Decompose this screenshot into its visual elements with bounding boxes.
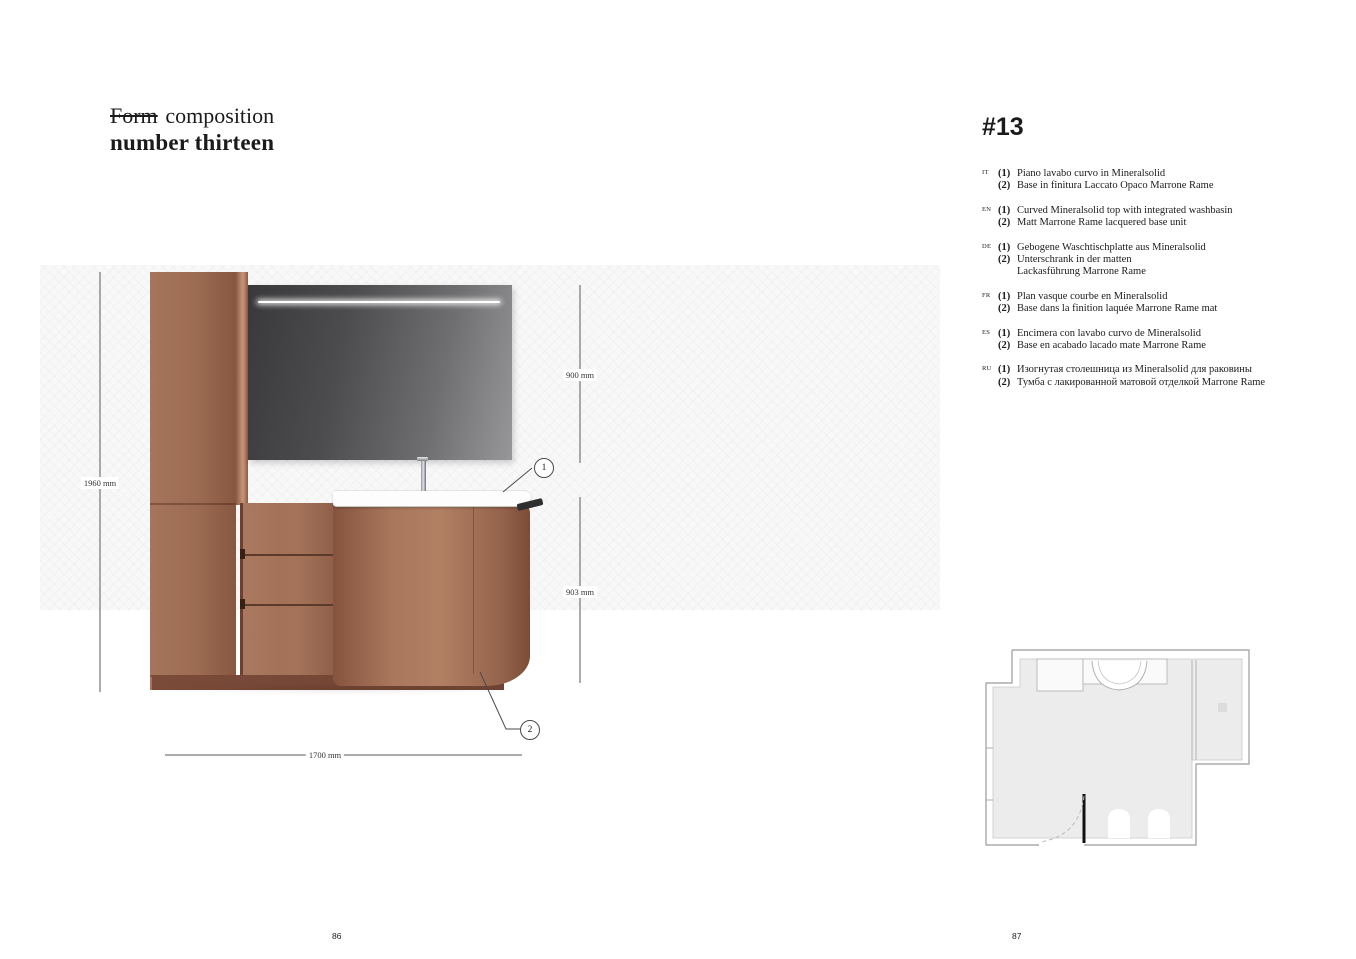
description-it: IT (1) Piano lavabo curvo in Mineralsolid (2) Base in finitura Laccato Opaco Marrone Rame: [982, 168, 1214, 192]
dim-base-height: 903 mm: [563, 586, 597, 598]
callout-1: 1: [534, 458, 554, 478]
description-en: EN (1) Curved Mineralsolid top with integrated washbasin (2) Matt Marrone Rame lacquered base unit: [982, 204, 1233, 229]
title-struck-word: Form: [110, 103, 158, 128]
dimension-lines: [40, 265, 940, 777]
page-number-right: 87: [1012, 931, 1022, 941]
dim-width-total: 1700 mm: [306, 749, 344, 761]
lang-code-ru: RU: [982, 365, 992, 373]
description-list: [982, 168, 1352, 401]
description-es: ES (1) Encimera con lavabo curvo de Mineralsolid (2) Base en acabado lacado mate Marrone Rame: [982, 327, 1206, 352]
lang-code-es: ES: [982, 328, 991, 336]
dim-mirror-height: 900 mm: [563, 369, 597, 381]
description-fr: FR (1) Plan vasque courbe en Mineralsolid (2) Base dans la finition laquée Marrone Rame mat: [982, 290, 1218, 315]
title-line-2: number thirteen: [110, 130, 275, 155]
lang-code-it: IT: [982, 169, 989, 176]
composition-number-heading: #13: [982, 113, 1024, 141]
title-line-1: [110, 102, 274, 129]
callout-2: 2: [520, 720, 540, 740]
lang-code-fr: FR: [982, 291, 991, 299]
page-number-left: 86: [332, 931, 342, 941]
lang-code-de: DE: [982, 242, 992, 250]
description-ru: RU (1) Изогнутая столешница из Mineralsolid для раковины (2) Тумба с лакированной матовой отделкой Marrone Rame: [982, 364, 1266, 388]
title-rest: composition: [165, 103, 275, 128]
plan-bidet: [1148, 809, 1170, 838]
dim-height-total: 1960 mm: [81, 477, 119, 489]
plan-wall-accessory: [1218, 703, 1227, 712]
product-scene: [40, 265, 940, 777]
plan-vanity-tall-cabinet: [1037, 659, 1083, 691]
lang-code-en: EN: [982, 205, 992, 213]
plan-toilet: [1108, 809, 1130, 838]
description-de: DE (1) Gebogene Waschtischplatte aus Mineralsolid (2) Unterschrank in der matten Lackasführung Marrone Rame: [982, 241, 1206, 278]
floor-plan: [980, 648, 1262, 855]
page-title: [110, 102, 274, 156]
